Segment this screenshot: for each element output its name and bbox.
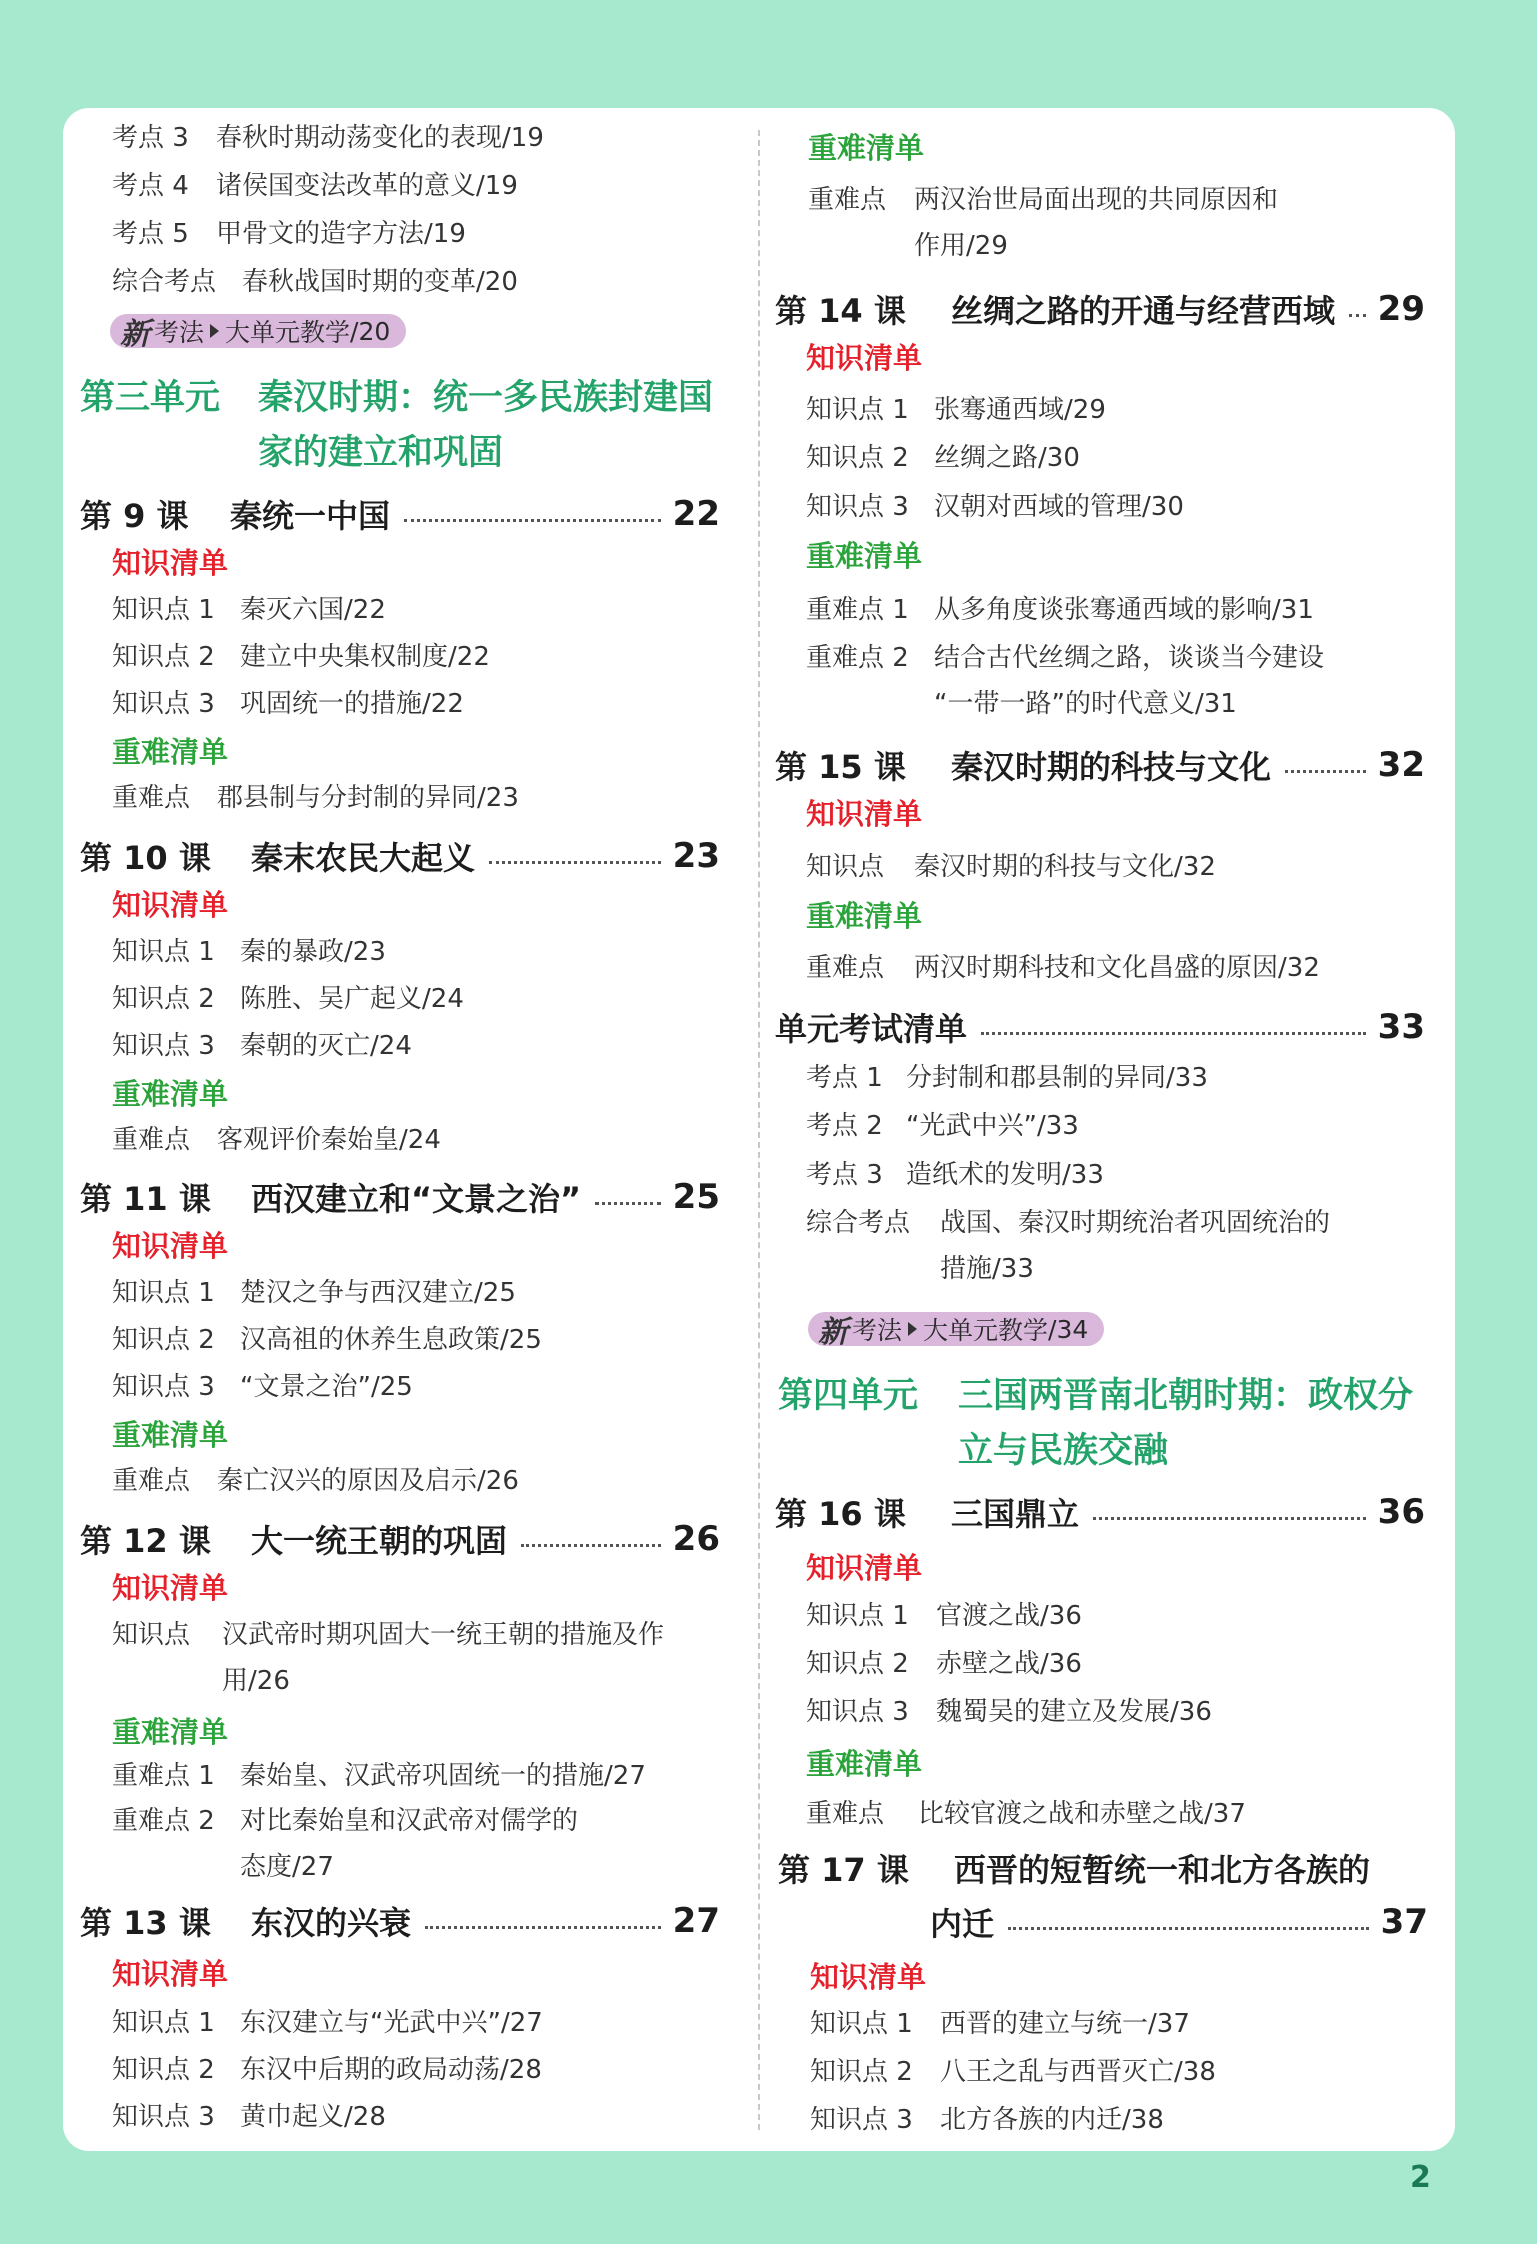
section-difficulty-list: 重难清单 [112,735,229,769]
entry-key: 重难点 1 [112,1761,215,1791]
badge-label: 考法 [154,318,205,347]
entry-text: 造纸术的发明 [906,1160,1063,1190]
entry-text: 官渡之战 [936,1601,1041,1631]
section-knowledge-list: 知识清单 [112,1957,229,1991]
lesson-page: 37 [1380,1902,1428,1942]
toc-entry[interactable] [806,1794,1246,1834]
lesson-heading[interactable] [80,489,720,539]
entry-page: /28 [500,2055,542,2085]
entry-key: 知识点 1 [806,1601,909,1631]
entry-page: /25 [370,1372,413,1402]
toc-entry[interactable] [806,487,1184,527]
entry-key: 重难点 [112,1125,191,1155]
entry-text: 春秋时期动荡变化的表现 [216,123,503,153]
entry-page: /32 [1174,852,1216,882]
toc-entry[interactable] [112,778,519,818]
toc-entry[interactable] [112,1615,664,1655]
lesson-number: 第 17 课 [778,1851,909,1889]
entry-text: 北方各族的内迁 [940,2105,1123,2135]
entry-key: 重难点 2 [806,643,909,673]
lesson-page: 29 [1377,289,1425,329]
entry-text: 客观评价秦始皇 [217,1125,400,1155]
badge-page: /34 [1048,1314,1089,1344]
exam-list-title: 单元考试清单 [775,1010,968,1048]
entry-key: 重难点 [112,783,191,813]
entry-text: 措施 [940,1254,993,1284]
new-method-badge[interactable] [808,1312,1104,1350]
toc-entry[interactable] [112,166,518,206]
entry-key: 知识点 3 [112,1372,215,1402]
lesson-heading[interactable] [775,1487,1425,1537]
entry-key: 考点 2 [806,1111,883,1141]
entry-page: /38 [1122,2105,1164,2135]
lesson-page: 32 [1377,745,1425,785]
lesson-title: 三国鼎立 [951,1495,1080,1533]
entry-key: 知识点 3 [112,2102,215,2132]
lesson-page: 23 [672,836,720,876]
toc-entry[interactable] [810,2100,1164,2140]
toc-entry[interactable] [112,590,386,630]
lesson-title: 内迁 [930,1905,995,1943]
badge-label: 考法 [852,1316,903,1345]
entry-page: /33 [1166,1063,1208,1093]
lesson-number: 第 10 课 [80,839,211,877]
leader-dots [489,861,661,864]
entry-page: /30 [1038,443,1080,473]
entry-page: /37 [1148,2009,1190,2039]
entry-text: 对比秦始皇和汉武帝对儒学的 [240,1806,579,1836]
toc-entry[interactable] [810,2052,1216,2092]
entry-key: 考点 5 [112,219,189,249]
entry-key: 考点 4 [112,171,189,201]
entry-text: 张骞通西域 [934,395,1065,425]
entry-key: 知识点 1 [112,1278,215,1308]
lesson-page: 25 [672,1177,720,1217]
entry-text: 郡县制与分封制的异同 [217,783,478,813]
toc-entry[interactable] [112,979,464,1019]
entry-key: 综合考点 [112,267,217,297]
entry-text-continued [240,1847,334,1887]
entry-key: 重难点 [112,1466,191,1496]
exam-list-heading[interactable] [775,1002,1425,1052]
page-number: 2 [1410,2160,1431,2195]
toc-entry[interactable] [806,847,1216,887]
entry-text: “文景之治” [240,1372,371,1402]
entry-text: 从多角度谈张骞通西域的影响 [934,595,1273,625]
entry-text: 分封制和郡县制的异同 [906,1063,1167,1093]
lesson-number: 第 11 课 [80,1180,211,1218]
entry-text: 汉高祖的休养生息政策 [240,1325,501,1355]
entry-key: 知识点 1 [806,395,909,425]
arrow-right-icon [210,324,219,338]
unit-title: 三国两晋南北朝时期：政权分 [958,1376,1414,1416]
lesson-page: 22 [672,494,720,534]
entry-text-continued [934,684,1237,724]
entry-page: /19 [424,219,466,249]
lesson-heading[interactable] [80,1896,720,1946]
entry-page: /29 [1064,395,1106,425]
entry-text: 汉朝对西域的管理 [934,492,1143,522]
entry-text: 秦始皇、汉武帝巩固统一的措施 [240,1761,605,1791]
toc-entry[interactable] [112,1461,519,1501]
entry-page: /33 [1036,1111,1079,1141]
entry-text: 巩固统一的措施 [240,689,423,719]
toc-entry[interactable] [810,2004,1190,2044]
entry-page: /26 [477,1466,519,1496]
entry-text: 诸侯国变法改革的意义 [216,171,477,201]
toc-entry[interactable] [806,638,1324,678]
leader-dots [1008,1927,1369,1930]
column-divider [758,130,760,2130]
entry-key: 知识点 2 [112,984,215,1014]
lesson-title: 西晋的短暂统一和北方各族的 [954,1851,1371,1889]
entry-text: 陈胜、吴广起义 [240,984,423,1014]
toc-entry[interactable] [112,118,544,158]
toc-entry[interactable] [806,1058,1208,1098]
entry-text: 秦的暴政 [240,937,345,967]
entry-page: /38 [1174,2057,1216,2087]
entry-key: 知识点 2 [112,642,215,672]
lesson-heading[interactable] [80,1172,720,1222]
lesson-number: 第 13 课 [80,1904,211,1942]
leader-dots [404,519,661,522]
entry-text: 结合古代丝绸之路，谈谈当今建设 [934,643,1325,673]
entry-page: /28 [344,2102,386,2132]
toc-entry[interactable] [112,684,464,724]
entry-key: 知识点 3 [806,492,909,522]
lesson-title: 丝绸之路的开通与经营西域 [951,292,1336,330]
lesson-title: 东汉的兴衰 [251,1904,412,1942]
lesson-heading[interactable] [775,284,1425,334]
toc-entry[interactable] [806,1203,1330,1243]
toc-entry[interactable] [808,180,1278,220]
section-knowledge-list: 知识清单 [112,1571,229,1605]
entry-key: 重难点 [808,185,887,215]
entry-key: 综合考点 [806,1208,911,1238]
entry-page: /36 [1040,1601,1082,1631]
entry-key: 知识点 1 [112,937,215,967]
unit-number: 第三单元 [80,378,221,418]
entry-page: /23 [477,783,519,813]
entry-key: 知识点 2 [806,1649,909,1679]
entry-key: 知识点 3 [810,2105,913,2135]
toc-entry[interactable] [112,2097,386,2137]
entry-text: 秦亡汉兴的原因及启示 [217,1466,478,1496]
leader-dots [521,1544,661,1547]
entry-page: /20 [476,267,518,297]
new-glyph: 新 [120,317,150,352]
new-method-badge[interactable] [110,314,406,352]
entry-key: 知识点 2 [810,2057,913,2087]
entry-page: /19 [476,171,518,201]
entry-key: 知识点 1 [112,595,215,625]
entry-text: “光武中兴” [906,1111,1037,1141]
toc-entry[interactable] [112,1367,413,1407]
entry-page: /32 [1278,953,1320,983]
entry-text: 楚汉之争与西汉建立 [240,1278,475,1308]
leader-dots [981,1032,1366,1035]
entry-page: /19 [502,123,544,153]
toc-entry[interactable] [806,438,1080,478]
entry-text-continued [940,1249,1034,1289]
toc-entry[interactable] [806,590,1314,630]
leader-dots [1349,314,1366,317]
toc-entry[interactable] [112,1320,542,1360]
entry-text: 魏蜀吴的建立及发展 [936,1697,1171,1727]
toc-entry[interactable] [112,262,518,302]
section-difficulty-list: 重难清单 [806,539,923,573]
entry-text: 八王之乱与西晋灭亡 [940,2057,1175,2087]
toc-entry[interactable] [112,932,386,972]
entry-key: 知识点 2 [112,1325,215,1355]
entry-text: 两汉时期科技和文化昌盛的原因 [914,953,1279,983]
entry-page: /33 [1062,1160,1104,1190]
section-knowledge-list: 知识清单 [806,341,923,375]
lesson-number: 第 16 课 [775,1495,906,1533]
unit-heading[interactable] [80,370,713,426]
entry-text: 战国、秦汉时期统治者巩固统治的 [940,1208,1331,1238]
exam-list-page: 33 [1377,1007,1425,1047]
toc-entry[interactable] [112,1756,646,1796]
unit-number: 第四单元 [778,1376,919,1416]
toc-entry[interactable] [806,1106,1079,1146]
entry-text: 两汉治世局面出现的共同原因和 [914,185,1279,215]
entry-key: 知识点 3 [806,1697,909,1727]
entry-key: 考点 1 [806,1063,883,1093]
arrow-right-icon [908,1322,917,1336]
toc-entry[interactable] [806,1155,1104,1195]
lesson-number: 第 15 课 [775,748,906,786]
entry-page: /24 [370,1031,412,1061]
entry-text: 秦灭六国 [240,595,345,625]
section-difficulty-list: 重难清单 [112,1077,229,1111]
entry-key: 考点 3 [112,123,189,153]
section-difficulty-list: 重难清单 [806,899,923,933]
badge-topic: 大单元教学 [225,318,351,347]
entry-text-continued [914,226,1008,266]
lesson-title: 秦末农民大起义 [251,839,476,877]
entry-page: /29 [966,231,1008,261]
entry-text: 春秋战国时期的变革 [242,267,477,297]
entry-page: /30 [1142,492,1184,522]
section-difficulty-list: 重难清单 [806,1747,923,1781]
entry-page: /26 [248,1666,290,1696]
entry-page: /25 [474,1278,516,1308]
entry-text: “一带一路”的时代意义 [934,689,1195,719]
lesson-title: 秦统一中国 [230,497,391,535]
toc-entry[interactable] [806,390,1106,430]
toc-entry[interactable] [112,1801,578,1841]
section-knowledge-list: 知识清单 [112,546,229,580]
leader-dots [595,1202,661,1205]
lesson-number: 第 9 课 [80,497,189,535]
lesson-heading[interactable] [80,1514,720,1564]
toc-entry[interactable] [806,1644,1082,1684]
entry-text: 甲骨文的造字方法 [216,219,425,249]
entry-key: 知识点 [806,852,885,882]
entry-page: /22 [448,642,490,672]
entry-page: /33 [992,1254,1034,1284]
lesson-page: 36 [1377,1492,1425,1532]
section-difficulty-list: 重难清单 [808,131,925,165]
entry-key: 知识点 1 [810,2009,913,2039]
toc-entry[interactable] [112,2050,542,2090]
section-difficulty-list: 重难清单 [112,1418,229,1452]
lesson-title: 西汉建立和“文景之治” [251,1180,582,1218]
entry-text: 黄巾起义 [240,2102,345,2132]
leader-dots [425,1926,661,1929]
badge-topic: 大单元教学 [923,1316,1049,1345]
entry-text: 汉武帝时期巩固大一统王朝的措施及作 [222,1620,665,1650]
entry-page: /22 [422,689,464,719]
entry-text: 东汉中后期的政局动荡 [240,2055,501,2085]
entry-key: 重难点 [806,1799,885,1829]
leader-dots [1093,1517,1366,1520]
entry-key: 考点 3 [806,1160,883,1190]
toc-entry[interactable] [112,1273,516,1313]
entry-text: 态度 [240,1852,293,1882]
leader-dots [1285,770,1366,773]
entry-page: /27 [292,1852,334,1882]
entry-page: /36 [1040,1649,1082,1679]
unit-title-continued: 立与民族交融 [958,1431,1169,1471]
toc-entry[interactable] [806,948,1320,988]
entry-page: /27 [500,2008,543,2038]
lesson-number: 第 14 课 [775,292,906,330]
entry-text: 秦汉时期的科技与文化 [914,852,1175,882]
entry-page: /31 [1194,689,1237,719]
section-knowledge-list: 知识清单 [112,888,229,922]
entry-page: /37 [1204,1799,1246,1829]
entry-text: 比较官渡之战和赤壁之战 [918,1799,1205,1829]
toc-entry[interactable] [806,1596,1082,1636]
unit-heading[interactable] [778,1368,1413,1424]
section-knowledge-list: 知识清单 [806,797,923,831]
lesson-page: 27 [672,1901,720,1941]
toc-entry[interactable] [112,1026,412,1066]
lesson-heading[interactable] [80,831,720,881]
entry-page: /27 [604,1761,646,1791]
entry-text-continued [222,1661,290,1701]
lesson-heading[interactable] [778,1843,1428,1893]
unit-title-continued: 家的建立和巩固 [258,433,504,473]
entry-key: 知识点 2 [112,2055,215,2085]
entry-page: /24 [399,1125,441,1155]
lesson-page: 26 [672,1519,720,1559]
entry-text: 东汉建立与“光武中兴” [240,2008,501,2038]
section-knowledge-list: 知识清单 [112,1229,229,1263]
lesson-title: 秦汉时期的科技与文化 [951,748,1272,786]
new-glyph: 新 [818,1315,848,1350]
entry-key: 知识点 1 [112,2008,215,2038]
section-knowledge-list: 知识清单 [810,1960,927,1994]
badge-page: /20 [350,316,391,346]
entry-key: 重难点 2 [112,1806,215,1836]
entry-page: /22 [344,595,386,625]
toc-entry[interactable] [112,1120,441,1160]
entry-page: /24 [422,984,464,1014]
toc-entry[interactable] [112,2003,543,2043]
toc-entry[interactable] [112,637,490,677]
lesson-heading-continued [930,1897,1428,1947]
entry-text: 赤壁之战 [936,1649,1041,1679]
entry-page: /31 [1272,595,1314,625]
toc-entry[interactable] [112,214,466,254]
entry-key: 知识点 3 [112,689,215,719]
entry-text: 西晋的建立与统一 [940,2009,1149,2039]
unit-title: 秦汉时期：统一多民族封建国 [258,378,714,418]
entry-key: 重难点 1 [806,595,909,625]
entry-text: 作用 [914,231,967,261]
entry-key: 知识点 2 [806,443,909,473]
lesson-heading[interactable] [775,740,1425,790]
toc-entry[interactable] [806,1692,1212,1732]
entry-text: 用 [222,1666,249,1696]
entry-page: /23 [344,937,386,967]
entry-text: 秦朝的灭亡 [240,1031,371,1061]
entry-key: 知识点 3 [112,1031,215,1061]
entry-page: /36 [1170,1697,1212,1727]
lesson-number: 第 12 课 [80,1522,211,1560]
entry-text: 建立中央集权制度 [240,642,449,672]
entry-key: 知识点 [112,1620,191,1650]
lesson-title: 大一统王朝的巩固 [251,1522,508,1560]
entry-key: 重难点 [806,953,885,983]
entry-page: /25 [500,1325,542,1355]
section-difficulty-list: 重难清单 [112,1715,229,1749]
entry-text: 丝绸之路 [934,443,1039,473]
section-knowledge-list: 知识清单 [806,1551,923,1585]
